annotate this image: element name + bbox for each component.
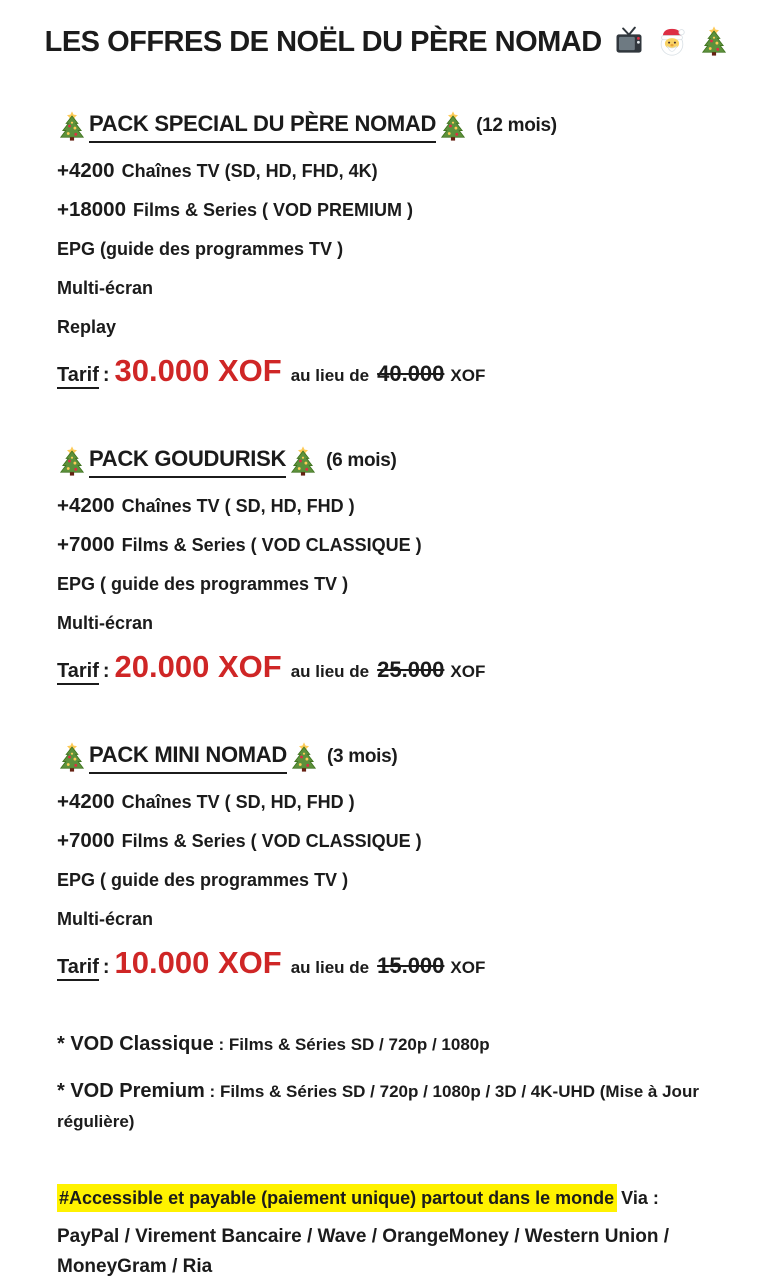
note-separator: : bbox=[213, 1035, 229, 1054]
feature-text: Multi-écran bbox=[57, 278, 154, 298]
pack-feature bbox=[57, 199, 718, 221]
document-body bbox=[0, 108, 774, 1280]
pack-name: PACK SPECIAL DU PÈRE NOMAD bbox=[89, 108, 436, 143]
christmas-tree-icon bbox=[288, 446, 318, 476]
pack-mini-nomad-section bbox=[57, 739, 718, 987]
feature-text: Films & Series ( VOD PREMIUM ) bbox=[132, 200, 414, 220]
note-title: * VOD Premium bbox=[57, 1080, 205, 1102]
price-separator: : bbox=[102, 660, 110, 682]
feature-text: Multi-écran bbox=[57, 613, 154, 633]
feature-text: Chaînes TV (SD, HD, FHD, 4K) bbox=[121, 161, 378, 181]
pack-feature bbox=[57, 791, 718, 813]
feature-text: Replay bbox=[57, 317, 117, 337]
vod-premium-note bbox=[57, 1076, 718, 1137]
price-separator: : bbox=[102, 956, 110, 978]
pack-goudurisk-section bbox=[57, 443, 718, 691]
feature-text: Films & Series ( VOD CLASSIQUE ) bbox=[121, 831, 422, 851]
feature-text: EPG ( guide des programmes TV ) bbox=[57, 574, 349, 594]
pack-heading bbox=[57, 108, 718, 143]
pack-name: PACK GOUDURISK bbox=[89, 443, 286, 478]
currency-label: XOF bbox=[450, 366, 486, 385]
via-label: Via : bbox=[621, 1188, 659, 1208]
feature-text: EPG ( guide des programmes TV ) bbox=[57, 870, 349, 890]
document-title-row bbox=[0, 0, 774, 60]
pack-feature bbox=[57, 573, 718, 595]
vod-classique-note bbox=[57, 1029, 718, 1060]
note-text: Films & Séries SD / 720p / 1080p / 3D / 4K-UHD (Mise à Jour régulière) bbox=[57, 1082, 699, 1131]
pack-heading bbox=[57, 443, 718, 478]
currency-label: XOF bbox=[450, 662, 486, 681]
instead-of-text: au lieu de bbox=[290, 662, 370, 681]
note-separator: : bbox=[204, 1082, 220, 1101]
feature-count: +7000 bbox=[57, 533, 115, 556]
pack-feature bbox=[57, 495, 718, 517]
old-price: 40.000 bbox=[377, 361, 445, 386]
payment-methods: PayPal / Virement Bancaire / Wave / OrangeMoney / Western Union / MoneyGram / Ria bbox=[57, 1226, 670, 1277]
christmas-tree-icon bbox=[438, 111, 468, 141]
feature-text: Multi-écran bbox=[57, 909, 154, 929]
pack-special-section bbox=[57, 108, 718, 395]
feature-count: +4200 bbox=[57, 159, 115, 182]
pack-feature bbox=[57, 316, 718, 338]
note-title: * VOD Classique bbox=[57, 1033, 214, 1055]
christmas-tree-icon bbox=[57, 446, 87, 476]
christmas-tree-icon bbox=[699, 26, 729, 56]
price-label: Tarif bbox=[57, 364, 99, 389]
feature-text: EPG (guide des programmes TV ) bbox=[57, 239, 344, 259]
pack-feature bbox=[57, 612, 718, 634]
feature-count: +7000 bbox=[57, 829, 115, 852]
pack-price-line bbox=[57, 944, 718, 987]
promo-price: 20.000 XOF bbox=[114, 649, 282, 684]
christmas-tree-icon bbox=[57, 111, 87, 141]
pack-duration: (6 mois) bbox=[326, 449, 397, 471]
old-price: 25.000 bbox=[377, 657, 445, 682]
pack-duration: (3 mois) bbox=[326, 745, 398, 767]
vod-notes bbox=[57, 1029, 718, 1137]
pack-feature bbox=[57, 277, 718, 299]
pack-price-line bbox=[57, 352, 718, 395]
christmas-tree-icon bbox=[57, 742, 87, 772]
instead-of-text: au lieu de bbox=[290, 366, 370, 385]
feature-count: +4200 bbox=[57, 790, 115, 813]
pack-name: PACK MINI NOMAD bbox=[89, 739, 287, 774]
pack-feature bbox=[57, 908, 718, 930]
feature-text: Chaînes TV ( SD, HD, FHD ) bbox=[121, 792, 355, 812]
pack-feature bbox=[57, 160, 718, 182]
price-label: Tarif bbox=[57, 956, 99, 981]
currency-label: XOF bbox=[450, 958, 486, 977]
pack-feature bbox=[57, 534, 718, 556]
highlighted-text: #Accessible et payable (paiement unique) partout dans le monde bbox=[57, 1184, 617, 1212]
pack-price-line bbox=[57, 648, 718, 691]
old-price: 15.000 bbox=[377, 953, 445, 978]
pack-heading bbox=[57, 739, 718, 774]
promo-price: 30.000 XOF bbox=[114, 353, 282, 388]
feature-text: Films & Series ( VOD CLASSIQUE ) bbox=[121, 535, 422, 555]
pack-feature bbox=[57, 830, 718, 852]
instead-of-text: au lieu de bbox=[290, 958, 370, 977]
note-text: Films & Séries SD / 720p / 1080p bbox=[228, 1035, 490, 1054]
price-separator: : bbox=[102, 364, 110, 386]
feature-text: Chaînes TV ( SD, HD, FHD ) bbox=[121, 496, 355, 516]
pack-feature bbox=[57, 238, 718, 260]
payment-section bbox=[57, 1183, 718, 1280]
santa-icon bbox=[657, 26, 687, 56]
feature-count: +18000 bbox=[57, 198, 126, 221]
tv-icon bbox=[614, 26, 644, 56]
page-title: LES OFFRES DE NOËL DU PÈRE NOMAD bbox=[44, 26, 602, 58]
promo-price: 10.000 XOF bbox=[114, 945, 282, 980]
payment-availability-line bbox=[57, 1183, 718, 1213]
price-label: Tarif bbox=[57, 660, 99, 685]
feature-count: +4200 bbox=[57, 494, 115, 517]
christmas-tree-icon bbox=[289, 742, 319, 772]
pack-duration: (12 mois) bbox=[476, 114, 557, 136]
pack-feature bbox=[57, 869, 718, 891]
